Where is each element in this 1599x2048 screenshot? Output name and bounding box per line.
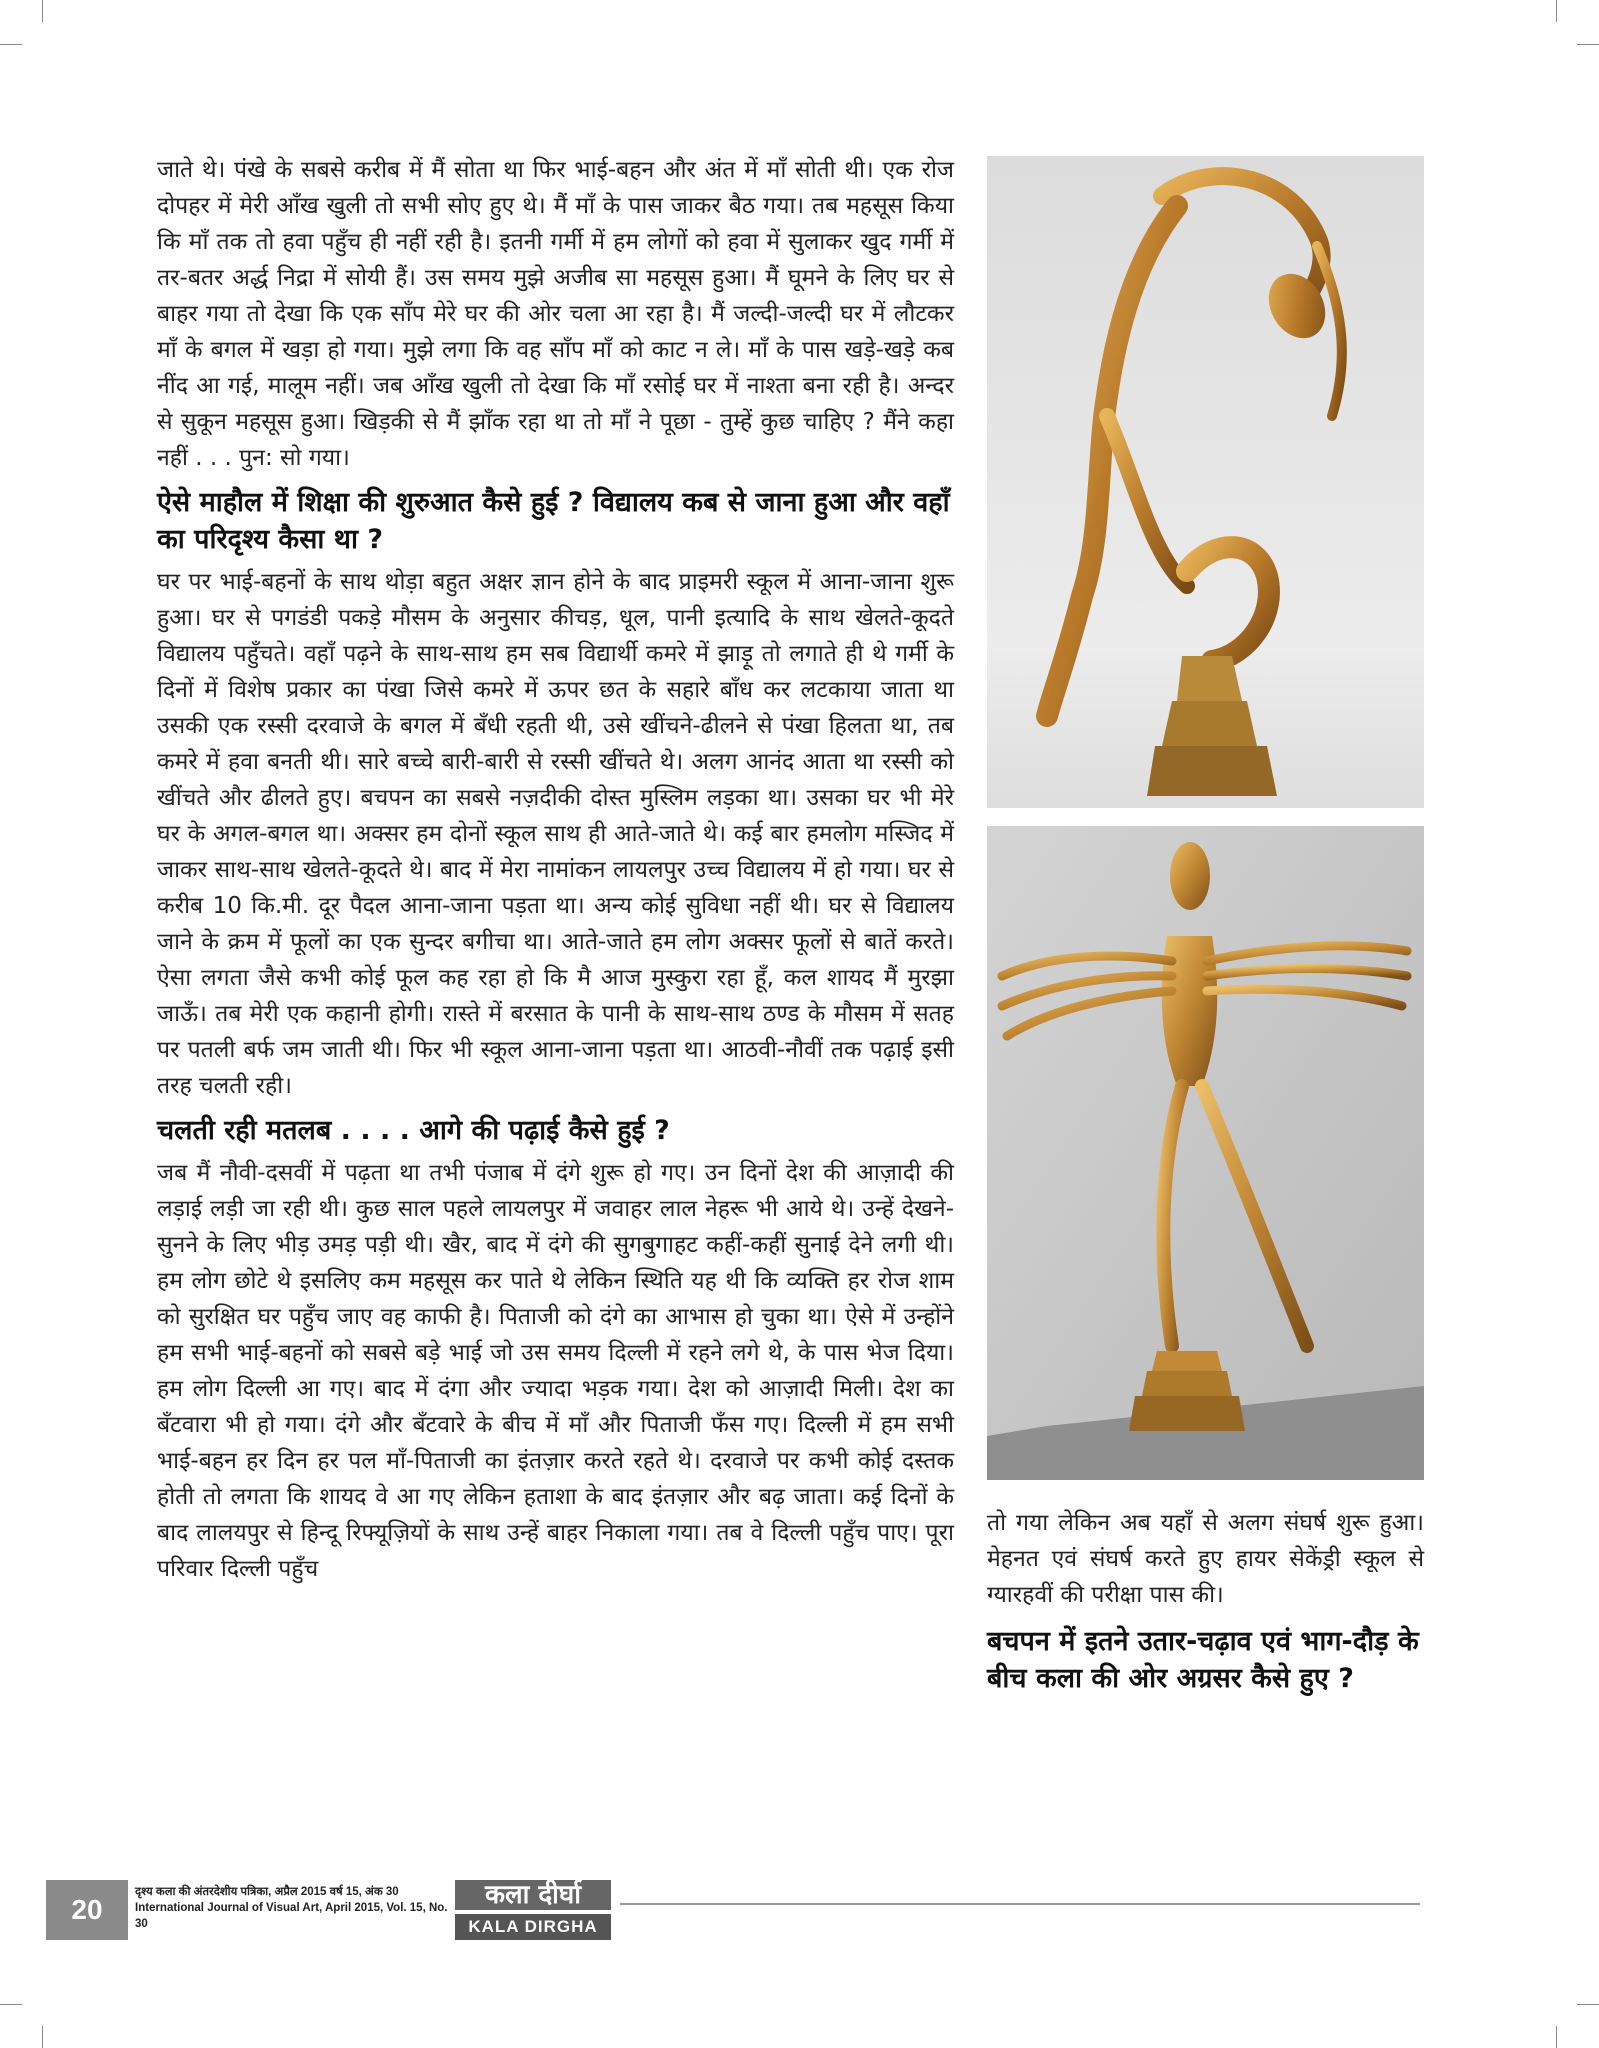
side-question-heading: बचपन में इतने उतार-चढ़ाव एवं भाग-दौड़ के बीच कला की ओर अग्रसर कैसे हुए ? [987,1626,1419,1694]
side-text-column [987,1505,1424,1703]
paragraph-3: जब मैं नौवी-दसवीं में पढ़ता था तभी पंजाब में दंगे शुरू हो गए। उन दिनों देश की आज़ादी की लड़ाई लड़ी जा रही थी। कुछ साल पहले लायलपुर में जवाहर लाल नेहरू भी आये थे। उन्हें देखने-सुनने के लिए भीड़ उमड़ पड़ी थी। खैर, बाद में दंगे की सुगबुगाहट कहीं-कहीं सुनाई देने लगी थी। हम लोग छोटे थे इसलिए कम महसूस कर पाते थे लेकिन स्थिति यह थी कि व्यक्ति हर रोज शाम को सुरक्षित घर पहुँच जाए वह काफी है। पिताजी को दंगे का आभास हो चुका था। ऐसे में उन्होंने हम सभी भाई-बहनों को सबसे बड़े भाई जो उस समय दिल्ली में रहने लगे थे, के पास भेज दिया। हम लोग दिल्ली आ गए। बाद में दंगा और ज्यादा भड़क गया। देश को आज़ादी मिली। देश का बँटवारा भी हो गया। दंगे और बँटवारे के बीच में माँ और पिताजी फँस गए। दिल्ली में हम सभी भाई-बहन हर दिन हर पल माँ-पिताजी का इंतज़ार करते रहते थे। दरवाजे पर कभी कोई दस्तक होती तो लगता कि शायद वे आ गए लेकिन हताशा के बाद इंतज़ार और बढ़ जाता। कई दिनों के बाद लालयपुर से हिन्दू रिफ्यूज़ियों के साथ उन्हें बाहर निकाला गया। तब वे दिल्ली पहुँच पाए। पूरा परिवार दिल्ली पहुँच [157,1160,954,1582]
crop-mark [1577,44,1599,45]
paragraph-1: जाते थे। पंखे के सबसे करीब में मैं सोता था फिर भाई-बहन और अंत में माँ सोती थी। एक रोज दोपहर में मेरी आँख खुली तो सभी सोए हुए थे। मैं माँ के पास जाकर बैठ गया। तब महसूस किया कि माँ तक तो हवा पहुँच ही नहीं रही है। इतनी गर्मी में हम लोगों को हवा में सुलाकर खुद गर्मी में तर-बतर अर्द्ध निद्रा में सोयी हैं। उस समय मुझे अजीब सा महसूस हुआ। मैं घूमने के लिए घर से बाहर गया तो देखा कि एक साँप मेरे घर की ओर चला आ रहा है। मैं जल्दी-जल्दी घर में लौटकर माँ के बगल में खड़ा हो गया। मुझे लगा कि वह साँप माँ को काट न ले। माँ के पास खड़े-खड़े कब नींद आ गई, मालूम नहीं। जब आँख खुली तो देखा कि माँ रसोई घर में नाश्ता बना रही है। अन्दर से सुकून महसूस हुआ। खिड़की से मैं झाँक रहा था तो माँ ने पूछा - तुम्हें कुछ चाहिए ? मैंने कहा नहीं . . . पुन: सो गया। [157,157,954,471]
crop-mark [1556,0,1557,22]
crop-mark [42,0,43,22]
crop-mark [1577,2004,1599,2005]
question-heading-2: चलती रही मतलब . . . . आगे की पढ़ाई कैसे हुई ? [157,1115,670,1146]
side-paragraph: तो गया लेकिन अब यहाँ से अलग संघर्ष शुरू हुआ। मेहनत एवं संघर्ष करते हुए हायर सेकेंड्री स्कूल से ग्यारहवीं की परीक्षा पास की। [987,1510,1424,1608]
paragraph-2: घर पर भाई-बहनों के साथ थोड़ा बहुत अक्षर ज्ञान होने के बाद प्राइमरी स्कूल में आना-जाना शुरू हुआ। घर से पगडंडी पकड़े मौसम के अनुसार कीचड़, धूल, पानी इत्यादि के साथ खेलते-कूदते विद्यालय पहुँचते। वहाँ पढ़ने के साथ-साथ हम सब विद्यार्थी कमरे में झाड़ू तो लगाते ही थे गर्मी के दिनों में विशेष प्रकार का पंखा जिसे कमरे में ऊपर छत के सहारे बाँध कर लटकाया जाता था उसकी एक रस्सी दरवाजे के बगल में बँधी रहती थी, उसे खींचने-ढीलने से पंखा हिलता था, तब कमरे में हवा बनती थी। सारे बच्चे बारी-बारी से रस्सी खींचते थे। अलग आनंद आता था रस्सी को खींचते और ढीलते हुए। बचपन का सबसे नज़दीकी दोस्त मुस्लिम लड़का था। उसका घर भी मेरे घर के अगल-बगल था। अक्सर हम दोनों स्कूल साथ ही आते-जाते थे। कई बार हमलोग मस्जिद में जाकर साथ-साथ खेलते-कूदते थे। बाद में मेरा नामांकन लायलपुर उच्च विद्यालय में हो गया। घर से करीब 10 कि.मी. दूर पैदल आना-जाना पड़ता था। अन्य कोई सुविधा नहीं थी। घर से विद्यालय जाने के क्रम में फूलों का एक सुन्दर बगीचा था। आते-जाते हम लोग अक्सर फूलों से बातें करते। ऐसा लगता जैसे कभी कोई फूल कह रहा हो कि मै आज मुस्कुरा रहा हूँ, कल शायद मैं मुरझा जाऊँ। तब मेरी एक कहानी होगी। रास्ते में बरसात के पानी के साथ-साथ ठण्ड के मौसम में सतह पर पतली बर्फ जम जाती थी। फिर भी स्कूल आना-जाना पड़ता था। आठवी-नौवीं तक पढ़ाई इसी तरह चलती रही। [157,569,954,1099]
sculpture-photo-figure [987,826,1424,1480]
crop-mark [42,2026,43,2048]
citation-hindi: दृश्य कला की अंतरदेशीय पत्रिका, अप्रैल 2015 वर्ष 15, अंक 30 [135,1886,399,1898]
question-heading-1: ऐसे माहौल में शिक्षा की शुरुआत कैसे हुई ? विद्यालय कब से जाना हुआ और वहाँ का परिदृश्य कैसा था ? [157,487,950,555]
kala-dirgha-logo [455,1880,611,1940]
main-text-column [157,152,954,1587]
sculpture-figure-image [987,826,1424,1480]
sculpture-dancer-image [987,156,1424,808]
footer-divider [620,1903,1420,1905]
crop-mark [0,2004,22,2005]
crop-mark [0,44,22,45]
crop-mark [1556,2026,1557,2048]
logo-english: KALA DIRGHA [455,1914,611,1940]
journal-citation [135,1884,455,1932]
sculpture-photo-dancer [987,156,1424,808]
logo-hindi: कला दीर्घा [455,1880,611,1910]
citation-english: International Journal of Visual Art, April 2015, Vol. 15, No. 30 [135,1902,448,1930]
page-number: 20 [46,1880,128,1940]
